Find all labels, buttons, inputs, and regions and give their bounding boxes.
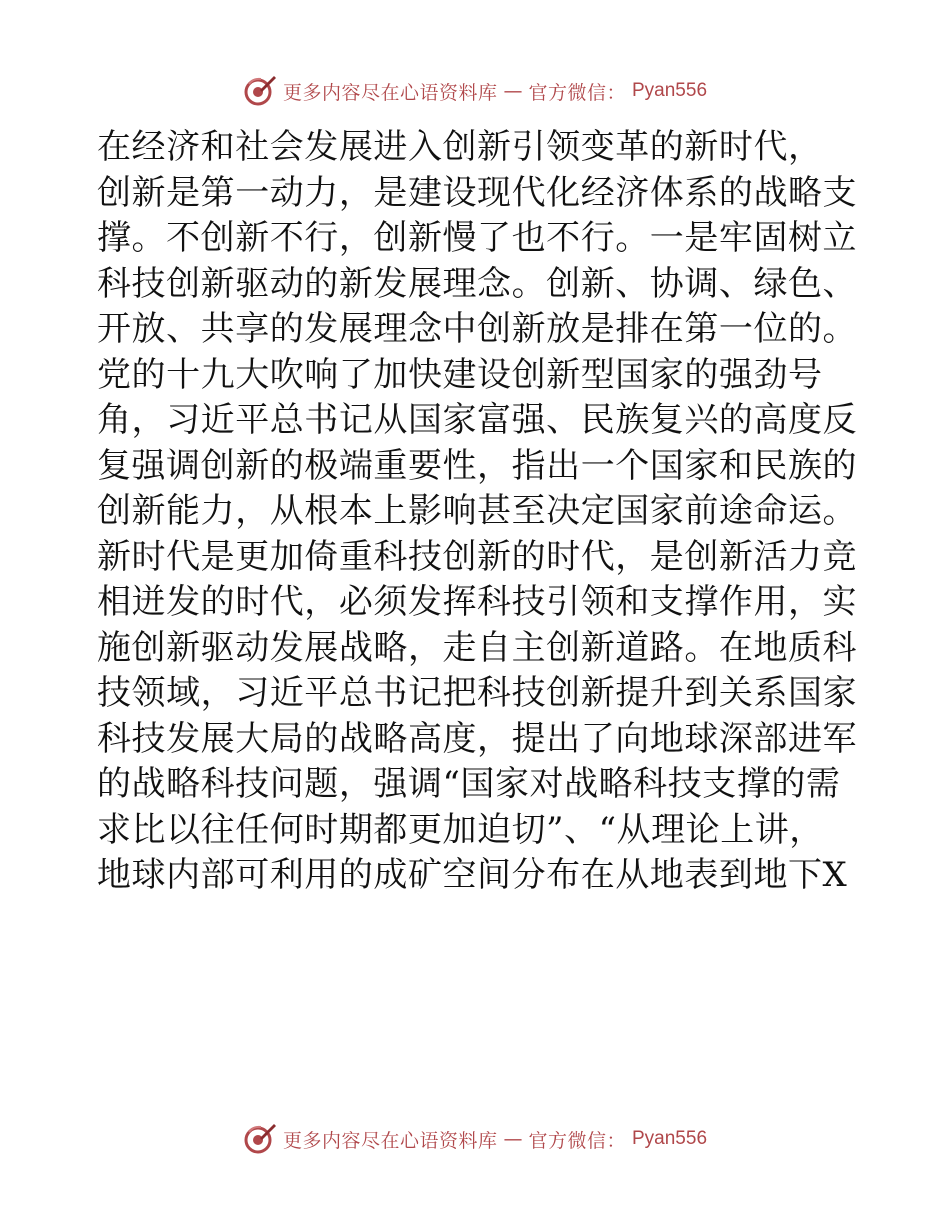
- body-line: 角，习近平总书记从国家富强、民族复兴的高度反: [97, 400, 858, 440]
- body-line: 的战略科技问题，强调“国家对战略科技支撑的需: [97, 764, 841, 804]
- pen-circle-logo-icon: [243, 1122, 277, 1156]
- document-body: [97, 125, 857, 899]
- pen-circle-logo-icon: [243, 74, 277, 108]
- body-line: 技领域，习近平总书记把科技创新提升到关系国家: [97, 673, 858, 713]
- body-line: 相迸发的时代，必须发挥科技引领和支撑作用，实: [97, 582, 858, 622]
- footer-banner: [0, 1119, 950, 1159]
- body-line: 复强调创新的极端重要性，指出一个国家和民族的: [97, 445, 858, 486]
- body-line: 撑。不创新不行，创新慢了也不行。一是牢固树立: [97, 218, 858, 258]
- body-line: 在经济和社会发展进入创新引领变革的新时代，: [97, 127, 823, 167]
- body-line: 科技创新驱动的新发展理念。创新、协调、绿色、: [97, 263, 858, 304]
- footer-wechat-id: Pyan556: [632, 1128, 708, 1149]
- header-banner: [0, 71, 950, 111]
- body-line: 施创新驱动发展战略，走自主创新道路。在地质科: [97, 627, 858, 668]
- footer-wechat-label: 官方微信：: [528, 1129, 626, 1152]
- body-line: 创新是第一动力，是建设现代化经济体系的战略支: [97, 172, 858, 213]
- body-line: 新时代是更加倚重科技创新的时代，是创新活力竞: [97, 536, 858, 577]
- footer-banner-separator: —: [503, 1128, 523, 1150]
- header-wechat-id: Pyan556: [632, 80, 708, 101]
- header-banner-separator: —: [503, 80, 523, 102]
- body-line: 开放、共享的发展理念中创新放是排在第一位的。: [97, 309, 858, 349]
- footer-banner-text: 更多内容尽在心语资料库: [282, 1129, 498, 1152]
- header-banner-text: 更多内容尽在心语资料库: [282, 81, 498, 104]
- body-line: 科技发展大局的战略高度，提出了向地球深部进军: [97, 718, 858, 759]
- body-line: 地球内部可利用的成矿空间分布在从地表到地下X: [97, 855, 848, 895]
- body-line: 求比以往任何时期都更加迫切”、“从理论上讲，: [97, 809, 824, 850]
- body-line: 创新能力，从根本上影响甚至决定国家前途命运。: [97, 491, 858, 531]
- body-line: 党的十九大吹响了加快建设创新型国家的强劲号: [97, 354, 823, 395]
- header-wechat-label: 官方微信：: [528, 81, 626, 104]
